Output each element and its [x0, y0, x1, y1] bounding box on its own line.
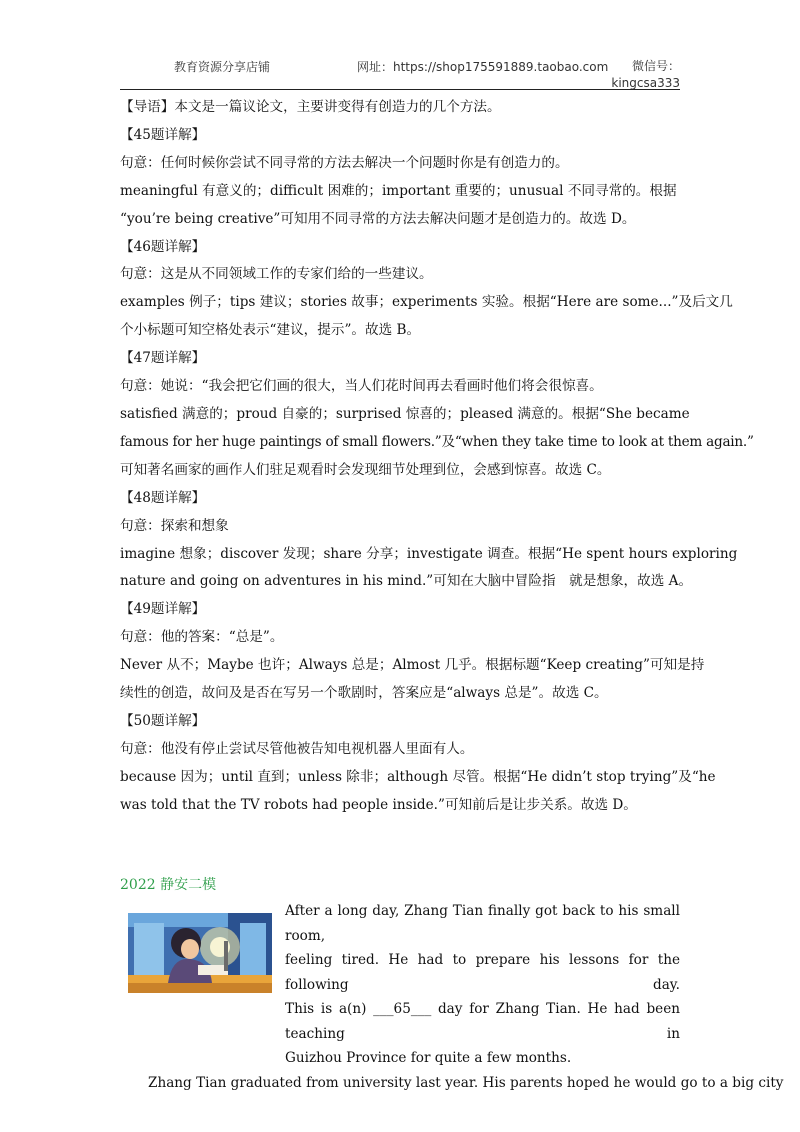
- q45-meaning: 句意：任何时候你尝试不同寻常的方法去解决一个问题时你是有创造力的。: [120, 154, 569, 171]
- section-title: 2022 静安二模: [120, 877, 217, 893]
- reading-passage: [120, 899, 784, 1095]
- q47-reason: 可知著名画家的画作人们驻足观看时会发现细节处理到位，会感到惊喜。故选 C。: [120, 461, 611, 478]
- q45-heading: 【45题详解】: [120, 126, 206, 143]
- q47-options: satisfied 满意的；proud 自豪的；surprised 惊喜的；pleased 满意的。根据“She became: [120, 405, 690, 422]
- q46-reason: 个小标题可知空格处表示“建议，提示”。故选 B。: [120, 322, 421, 339]
- wechat-id: kingcsa333: [611, 76, 680, 90]
- header-divider: [120, 89, 680, 90]
- q48-meaning: 句意：探索和想象: [120, 517, 229, 534]
- q48-heading: 【48题详解】: [120, 489, 206, 506]
- shop-name: 教育资源分享店铺: [174, 60, 271, 74]
- passage-line: feeling tired. He had to prepare his lessons for the following day.: [285, 952, 680, 993]
- q50-meaning: 句意：他没有停止尝试尽管他被告知电视机器人里面有人。: [120, 740, 474, 757]
- page-header: [120, 56, 680, 90]
- passage-line: This is a(n) ___65___ day for Zhang Tian. He had been teaching in: [285, 1001, 680, 1042]
- q46-heading: 【46题详解】: [120, 238, 206, 255]
- q46-options: examples 例子；tips 建议；stories 故事；experiments 实验。根据“Here are some...”及后文几: [120, 294, 733, 311]
- q45-options: meaningful 有意义的；difficult 困难的；important 重要的；unusual 不同寻常的。根据: [120, 182, 677, 199]
- q49-meaning: 句意：他的答案：“总是”。: [120, 629, 284, 646]
- q47-meaning: 句意：她说：“我会把它们画的很大，当人们花时间再去看画时他们将会很惊喜。: [120, 378, 603, 395]
- wechat-info: [611, 58, 680, 92]
- q50-options: because 因为；until 直到；unless 除非；although 尽管。根据“He didn’t stop trying”及“he: [120, 768, 716, 785]
- q49-reason: 续性的创造，故问及是否在写另一个歌剧时，答案应是“always 总是”。故选 C。: [120, 685, 608, 702]
- q48-options: imagine 想象；discover 发现；share 分享；investigate 调查。根据“He spent hours exploring: [120, 545, 738, 562]
- q46-meaning: 句意：这是从不同领域工作的专家们给的一些建议。: [120, 266, 433, 283]
- q49-options: Never 从不；Maybe 也许；Always 总是；Almost 几乎。根据标题“Keep creating”可知是持: [120, 657, 705, 674]
- passage-line: After a long day, Zhang Tian finally got back to his small room,: [285, 903, 680, 944]
- q50-reason: was told that the TV robots had people inside.”可知前后是让步关系。故选 D。: [120, 796, 637, 813]
- intro-line: 【导语】本文是一篇议论文，主要讲变得有创造力的几个方法。: [120, 99, 501, 115]
- q47-heading: 【47题详解】: [120, 350, 206, 367]
- q48-reason: nature and going on adventures in his mind.”可知在大脑中冒险指 就是想象，故选 A。: [120, 573, 693, 590]
- q50-heading: 【50题详解】: [120, 712, 206, 729]
- q49-heading: 【49题详解】: [120, 601, 206, 618]
- shop-url: 网址：https://shop175591889.taobao.com: [357, 60, 609, 74]
- q47-quote: famous for her huge paintings of small flowers.”及“when they take time to look at them again.”: [120, 433, 754, 450]
- q45-reason: “you’re being creative”可知用不同寻常的方法去解决问题才是创造力的。故选 D。: [120, 210, 636, 227]
- answer-explanations: [120, 94, 754, 820]
- passage-line: Zhang Tian graduated from university last year. His parents hoped he would go to a big city: [148, 1074, 784, 1091]
- wechat-label: 微信号：: [631, 59, 680, 73]
- passage-line: Guizhou Province for quite a few months.: [285, 1050, 572, 1066]
